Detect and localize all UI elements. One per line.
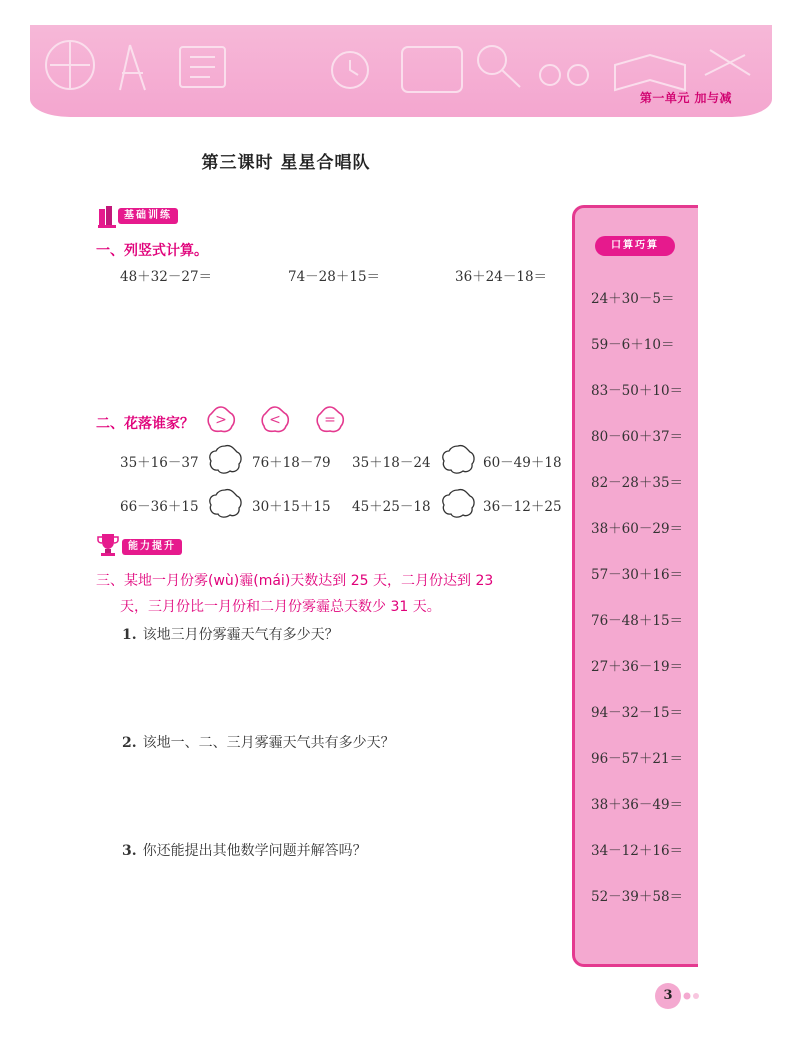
- question-text: 该地一、二、三月雾霾天气共有多少天？: [142, 735, 395, 751]
- mental-math-expr: 57－30＋16＝: [591, 567, 684, 583]
- page-number: 3: [655, 983, 681, 1009]
- trophy-icon: [96, 530, 120, 558]
- mental-math-expr: 82－28＋35＝: [591, 475, 684, 491]
- word-problem-line: 三、某地一月份雾(wù)霾(mái)天数达到 25 天，二月份达到 23: [96, 573, 494, 589]
- compare-expr: 30＋15＋15: [252, 499, 331, 515]
- mental-math-expr: 94－32－15＝: [591, 705, 684, 721]
- page-title: 第三课时 星星合唱队: [201, 153, 371, 173]
- question-3: [122, 840, 367, 860]
- answer-flower-icon[interactable]: [207, 443, 243, 475]
- book-icon: [615, 55, 685, 90]
- question-2: [122, 732, 395, 752]
- mental-math-expr: 52－39＋58＝: [591, 889, 684, 905]
- unit-label: 第一单元 加与减: [639, 91, 732, 105]
- mental-math-expr: 76－48＋15＝: [591, 613, 684, 629]
- vertical-calc-expr: 48＋32－27＝: [120, 269, 213, 285]
- answer-flower-icon[interactable]: [440, 487, 476, 519]
- mental-math-expr: 38＋36－49＝: [591, 797, 684, 813]
- question-number: 3.: [122, 843, 137, 859]
- mental-math-expr: 27＋36－19＝: [591, 659, 684, 675]
- mental-math-expr: 96－57＋21＝: [591, 751, 684, 767]
- compare-expr: 36－12＋25: [483, 499, 562, 515]
- question-1: [122, 624, 339, 644]
- mental-math-expr: 24＋30－5＝: [591, 291, 675, 307]
- mental-math-expr: 59－6＋10＝: [591, 337, 675, 353]
- part1-title: 一、列竖式计算。: [96, 243, 208, 259]
- answer-flower-icon[interactable]: [207, 487, 243, 519]
- glasses-icon: [540, 65, 560, 85]
- header-banner: [30, 25, 772, 117]
- magnifier-icon: [478, 46, 506, 74]
- section-badge-basic: 基础训练: [118, 208, 178, 224]
- symbol-label: <: [269, 412, 281, 428]
- section-badge-improve: 能力提升: [122, 539, 182, 555]
- vertical-calc-expr: 36＋24－18＝: [455, 269, 548, 285]
- compare-expr: 66－36＋15: [120, 499, 199, 515]
- compare-expr: 35＋18－24: [352, 455, 431, 471]
- question-text: 你还能提出其他数学问题并解答吗？: [142, 843, 367, 859]
- part2-title: 二、花落谁家？: [96, 416, 194, 432]
- compare-expr: 45＋25－18: [352, 499, 431, 515]
- mental-math-expr: 83－50＋10＝: [591, 383, 684, 399]
- equals-flower-icon: [315, 404, 345, 434]
- answer-flower-icon[interactable]: [440, 443, 476, 475]
- mental-math-expr: 80－60＋37＝: [591, 429, 684, 445]
- globe-lines: [50, 41, 90, 89]
- schoolbag-icon: [402, 47, 462, 92]
- word-problem-line: 天，三月份比一月份和二月份雾霾总天数少 31 天。: [120, 599, 441, 615]
- compass-icon: [120, 45, 145, 90]
- question-number: 1.: [122, 627, 137, 643]
- symbol-label: >: [215, 412, 227, 428]
- greater-than-flower-icon: [206, 404, 236, 434]
- graduation-cap-icon: [705, 50, 750, 75]
- compare-expr: 60－49＋18: [483, 455, 562, 471]
- mental-math-expr: 38＋60－29＝: [591, 521, 684, 537]
- symbol-label: =: [324, 412, 336, 428]
- mental-math-expr: 34－12＋16＝: [591, 843, 684, 859]
- sidebar-badge: 口算巧算: [595, 236, 675, 256]
- question-number: 2.: [122, 735, 137, 751]
- question-text: 该地三月份雾霾天气有多少天？: [142, 627, 339, 643]
- page-dots-decoration: [683, 991, 703, 1001]
- mental-math-sidebar: [572, 205, 698, 967]
- books-icon: [96, 203, 118, 229]
- compare-expr: 35＋16－37: [120, 455, 199, 471]
- vertical-calc-expr: 74－28＋15＝: [288, 269, 381, 285]
- less-than-flower-icon: [260, 404, 290, 434]
- compare-expr: 76＋18－79: [252, 455, 331, 471]
